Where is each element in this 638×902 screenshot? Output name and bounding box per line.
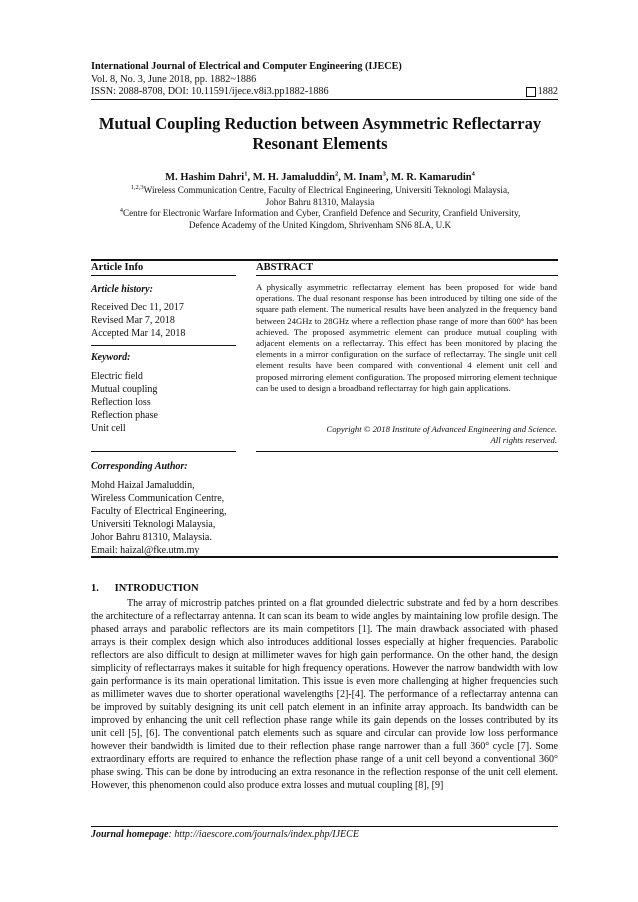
journal-homepage (91, 829, 359, 840)
copyright (256, 424, 557, 446)
affil-line: Defence Academy of the United Kingdom, Shrivenham SN6 8LA, U.K (188, 219, 452, 230)
keyword-item: Unit cell (91, 423, 126, 434)
keyword-item: Electric field (91, 371, 143, 382)
abstract-heading: ABSTRACT (256, 262, 314, 273)
corr-line: Email: haizal@fke.utm.my (91, 545, 200, 556)
keyword-label: Keyword: (91, 352, 131, 363)
author-name: M. R. Kamarudin (391, 172, 472, 183)
corr-label: Corresponding Author: (91, 461, 188, 472)
article-info-heading: Article Info (91, 262, 144, 273)
footer-rule (91, 826, 558, 827)
abstract-bottom-rule (256, 451, 558, 452)
article-info-rule (91, 275, 236, 276)
author-name: M. Hashim Dahri (165, 172, 245, 183)
affil-sup: 4 (119, 206, 123, 214)
keyword-item: Reflection loss (91, 397, 151, 408)
intro-heading: 1. INTRODUCTION (91, 583, 199, 594)
author-sup: 4 (471, 170, 475, 178)
abstract-rule (256, 275, 558, 276)
square-icon (526, 87, 536, 97)
revised-date: Revised Mar 7, 2018 (91, 315, 175, 326)
header-rule (91, 99, 558, 100)
volume-info: Vol. 8, No. 3, June 2018, pp. 1882~1886 (91, 74, 257, 85)
author-name: M. H. Jamaluddin (252, 172, 335, 183)
corr-line: Universiti Teknologi Malaysia, (91, 519, 216, 530)
author-list: M. Hashim Dahri$^1$, M. H. Jamaluddin$^2$, M. Inam$^3$, M. R. Kamarudin$^4$ (165, 170, 475, 183)
keyword-item: Mutual coupling (91, 384, 158, 395)
page-number: 1882 (537, 86, 558, 97)
history-rule (91, 345, 236, 346)
footer-url[interactable]: : http://iaescore.com/journals/index.php/IJECE (168, 829, 359, 840)
footer-label: Journal homepage (91, 829, 169, 840)
block-top-rule (91, 259, 558, 261)
corr-line: Wireless Communication Centre, (91, 493, 225, 504)
corresponding-author (91, 460, 251, 557)
affil-line: Centre for Electronic Warfare Information and Cyber, Cranfield Defence and Security, Cranfield University, (122, 208, 521, 218)
keyword-item: Reflection phase (91, 410, 158, 421)
copyright-line: Copyright © 2018 Institute of Advanced Engineering and Science. (326, 424, 557, 434)
received-date: Received Dec 11, 2017 (91, 302, 184, 313)
affiliations (80, 185, 560, 231)
keyword-rule (91, 451, 236, 452)
paper-title (80, 114, 560, 154)
abstract-text: A physically asymmetric reflectarray element has been proposed for wide band operations. The dual resonant response has been introduced by tilting one side of the square path element. The numerical results have been analyzed in the frequency band between 24GHz to 28GHz where a reflection phase range of more than 600° has been achieved. The proposed asymmetric element can produce mutual coupling with adjacent elements on a reflectarray. This effect has been monitored by placing the elements in a mirror configuration on the surface of reflectarray. The single unit cell element results have been compared with conventional 4 element unit cell and proposed mirroring element configuration. The proposed mirroring element technique can be used to design a broadband reflectarray for high gain applications. (256, 282, 557, 393)
affil-line: Wireless Communication Centre, Faculty of Electrical Engineering, Universiti Teknologi Malaysia, (143, 185, 510, 195)
journal-name: International Journal of Electrical and Computer Engineering (IJECE) (91, 61, 402, 72)
corr-line: Faculty of Electrical Engineering, (91, 506, 227, 517)
intro-text: The array of microstrip patches printed on a flat grounded dielectric substrate and fed by a horn describes the architecture of a reflectarray antenna. It can scan its beam to wide angles by maintaining low profile design. The phased arrays and parabolic reflectors are its main competitors [1]. The main drawback associated with phased arrays is their complex design which also introduces additional losses especially at higher frequencies. Parabolic reflectors are also difficult to design at millimeter waves for high gain performance. On the other hand, the design simplicity of reflectarrays makes it suitable for high frequency operations. However the narrow bandwidth with low gain performance is its main operational limitation. This issue is even more challenging at higher frequencies such as millimeter waves due to shorter operational wavelengths [2]-[4]. The performance of a reflectarray antenna can be improved by suitably designing its unit cell patch element in an infinite array approach. Its bandwidth can be improved by enhancing the unit cell reflection phase range while its gain depends on the losses contributed by its unit cell [5], [6]. The conventional patch elements such as square and circular can provide low loss performance however their bandwidth is limited due to their reflection phase range narrower than a full 360° cycle [7]. Some extraordinary efforts are required to enhance the reflection phase range of a unit cell beyond a conventional 360° phase swing. This can be done by introducing an extra resonance in the reflection response of the unit cell element. However, this phenomenon could also produce extra losses and mutual coupling [8], [9] (91, 598, 558, 791)
title-line-2: Resonant Elements (252, 134, 388, 153)
author-sup: 1 (244, 170, 248, 178)
author-sup: 3 (382, 170, 386, 178)
title-line-1: Mutual Coupling Reduction between Asymmetric Reflectarray (98, 114, 542, 133)
keywords-block (91, 351, 236, 435)
corr-line: Mohd Haizal Jamaluddin, (91, 480, 195, 491)
article-history (91, 283, 236, 340)
author-sup: 2 (334, 170, 339, 178)
affil-line: Johor Bahru 81310, Malaysia (265, 196, 375, 207)
accepted-date: Accepted Mar 14, 2018 (91, 328, 186, 339)
corr-line: Johor Bahru 81310, Malaysia. (91, 532, 212, 543)
issn-doi: ISSN: 2088-8708, DOI: 10.11591/ijece.v8i3.pp1882-1886 (91, 86, 329, 97)
affil-sup: 1,2,3 (130, 183, 144, 191)
copyright-line: All rights reserved. (490, 435, 557, 446)
author-name: M. Inam (343, 172, 383, 183)
history-label: Article history: (91, 284, 153, 295)
